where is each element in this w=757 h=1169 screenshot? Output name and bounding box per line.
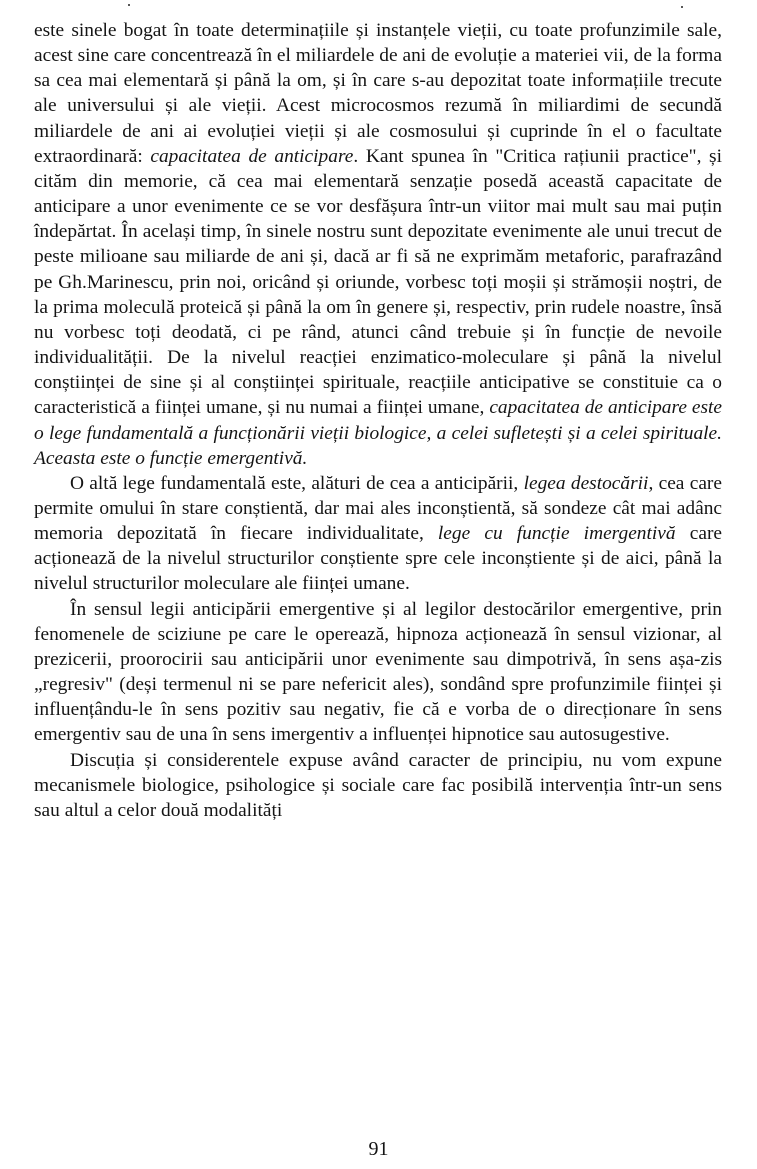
text-run: este sinele bogat în toate determinațiile și instanțele vieții, cu toate profunzimile sale, acest sine care concentrează în el miliardele de ani de evoluție a materiei vii, de la forma sa cea mai elementară și până la om, și în care s-au depozitat toate informațiile trecute ale universului și ale vieții. Acest microcosmos rezumă în miliardimi de secundă miliardele de ani ai evoluției vieții și ale cosmosului și cuprinde în el o facultate extraordinară: [34, 20, 722, 167]
text-run: În sensul legii anticipării emergentive și al legilor destocărilor emergentive, prin fenomenele de sciziune pe care le operează, hipnoza acționează în sensul vizionar, al prezicerii, proorocirii sau anticipării unor evenimente sau dimpotrivă, în sens așa-zis „regresiv" (deși termenul ni se pare nefericit ales), sondând spre profunzimile ființei și influențându-le în sens pozitiv sau negativ, fie că e vorba de o direcționare în sens emergentiv sau de una în sens imergentiv a influenței hipnotice sau autosugestive. [34, 598, 722, 746]
paragraph [34, 18, 722, 471]
text-run: . Kant spunea în "Critica rațiunii practice", și cităm din memorie, că cea mai elementară senzație posedă această capacitate de anticipare a unor evenimente ce se vor desfășura într-un viitor mai mult sau mai puțin îndepărtat. În același timp, în sinele nostru sunt depozitate evenimente ale unui trecut de peste milioane sau miliarde de ani și, dacă ar fi să ne exprimăm metaforic, parafrazând pe Gh.Marinescu, prin noi, oricând și oriunde, vorbesc toți moșii și strămoșii noștri, de la prima moleculă proteică și până la om în genere și, respectiv, prin rudele noastre, însă nu vorbesc toți deodată, ci pe rând, atunci când trebuie și în funcție de nevoile individualității. De la nivelul reacției enzimatico-moleculare și până la nivelul conștiinței de sine și al conștiinței spirituale, reacțiile anticipative se constituie ca o caracteristică a ființei umane, și nu numai a ființei umane, [34, 145, 722, 419]
page-number: 91 [368, 1138, 389, 1160]
text-run-italic: legea destocării [523, 472, 649, 494]
paragraph [34, 597, 722, 748]
text-run-italic: capacitatea de anticipare [150, 145, 354, 167]
scan-speck [128, 4, 130, 6]
text-run-italic: capacitatea de anticipare este o lege fundamentală a funcționării vieții biologice, a celei sufletești și a celei spirituale. Aceasta este o funcție emergentivă. [34, 397, 723, 469]
text-run: , cea care permite omului în stare conștientă, dar mai ales inconștientă, să sondeze cât mai adânc memoria depozitată în fiecare individualitate, [34, 472, 722, 545]
paragraph [34, 748, 722, 823]
paragraph [34, 471, 722, 597]
text-run: O altă lege fundamentală este, alături de cea a anticipării, [70, 472, 524, 494]
body-text [34, 18, 722, 823]
text-run: Discuția și considerentele expuse având caracter de principiu, nu vom expune mecanismele biologice, psihologice și sociale care fac posibilă intervenția într-un sens sau altul a celor două modalități [34, 749, 722, 821]
text-run: care acționează de la nivelul structurilor conștiente spre cele inconștiente și de aici, până la nivelul structurilor moleculare ale ființei umane. [34, 523, 723, 595]
scan-speck [681, 6, 683, 8]
text-run-italic: lege cu funcție imergentivă [437, 523, 676, 545]
